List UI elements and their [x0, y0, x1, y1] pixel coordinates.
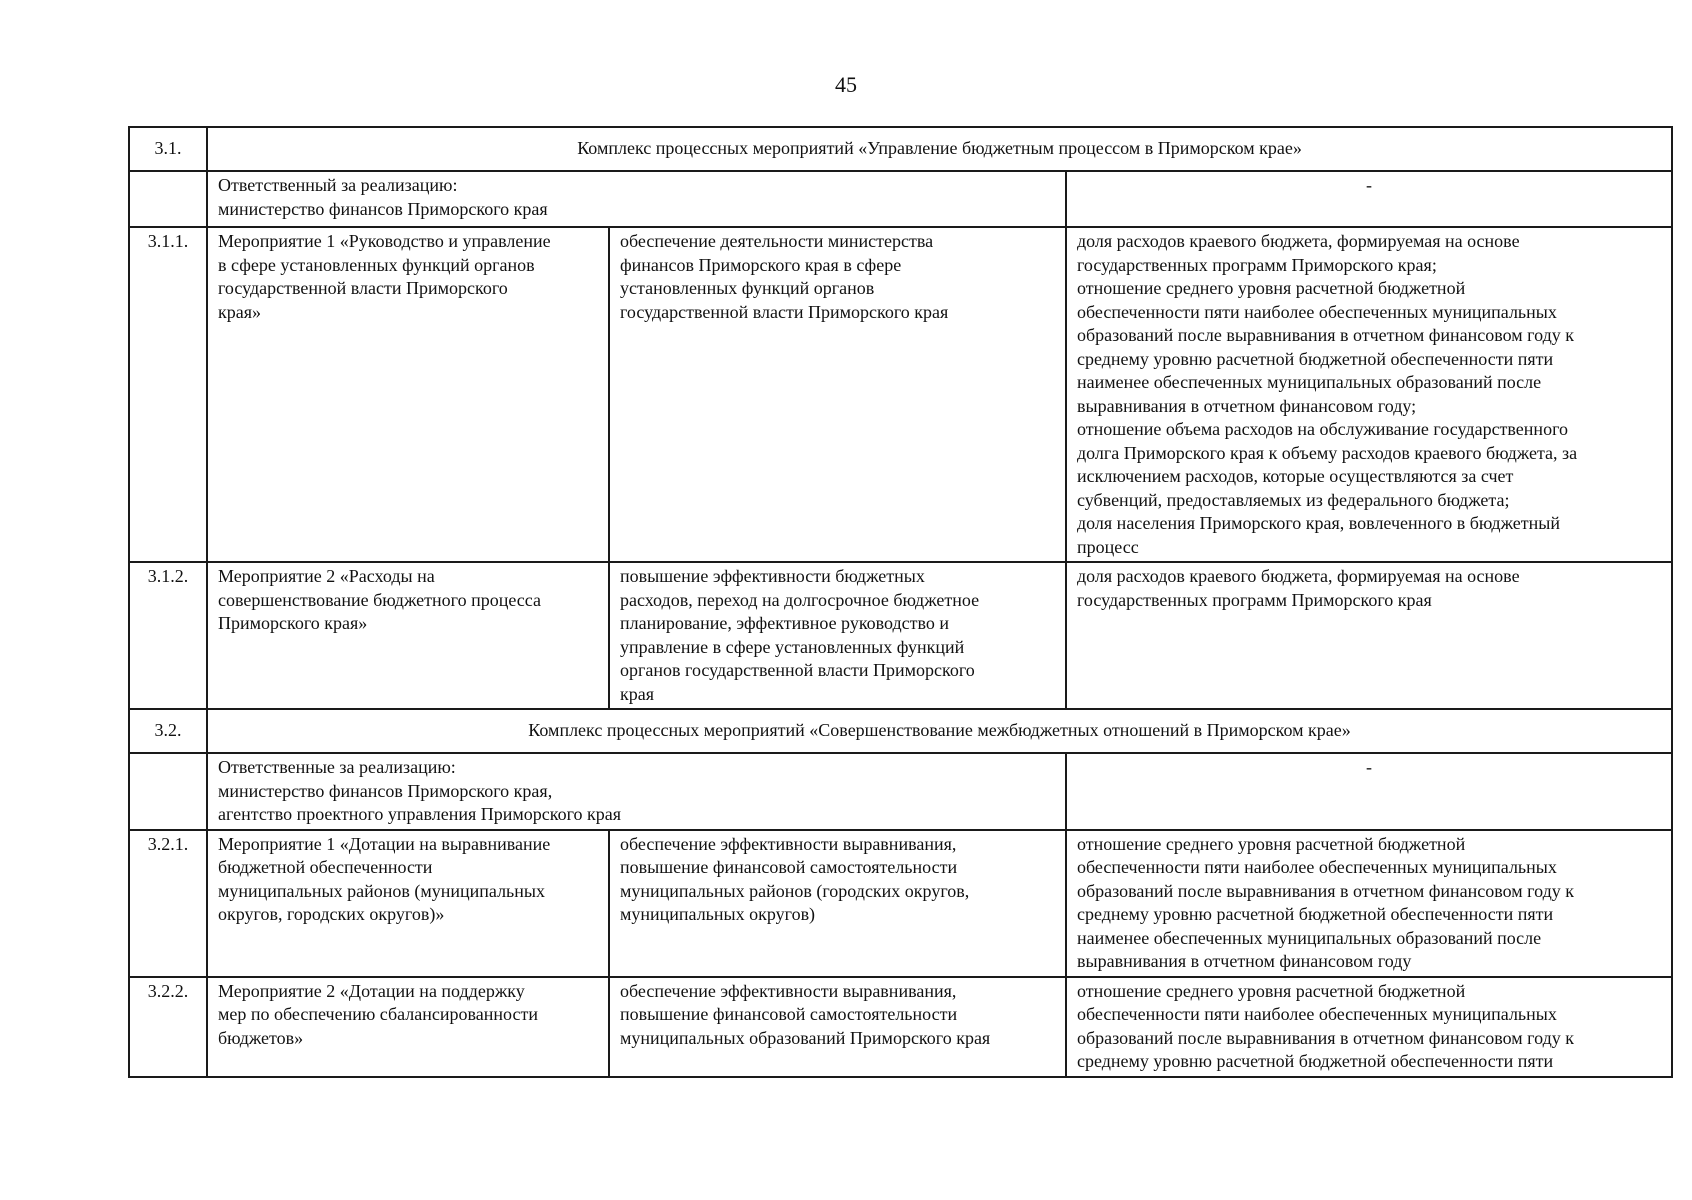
event-indicator-line: обеспеченности пяти наиболее обеспеченных муниципальных: [1077, 301, 1557, 322]
event-name-line: бюджетной обеспеченности: [218, 857, 433, 877]
event-indicator-line: образований после выравнивания в отчетном финансовом году к: [1077, 1027, 1574, 1048]
event-indicator-line: отношение объема расходов на обслуживание государственного: [1077, 419, 1569, 439]
event-task-line: муниципальных образований Приморского края: [620, 1027, 991, 1048]
responsible-row: [129, 753, 1672, 830]
event-name-line: бюджетов»: [218, 1027, 304, 1048]
event-indicator-line: образований после выравнивания в отчетном финансовом году к: [1077, 325, 1574, 345]
event-name-line: округов, городских округов)»: [218, 904, 445, 924]
event-indicator-line: отношение среднего уровня расчетной бюджетной: [1077, 980, 1466, 1001]
event-name-line: Приморского края»: [218, 613, 368, 633]
event-indicator-line: процесс: [1077, 536, 1139, 557]
event-task-line: обеспечение эффективности выравнивания,: [620, 980, 957, 1001]
event-indicator-line: государственных программ Приморского края;: [1077, 254, 1437, 275]
event-number: 3.1.2.: [129, 562, 207, 709]
event-task-cell: [609, 562, 1066, 709]
empty-number-cell: [129, 171, 207, 227]
event-task-text: [620, 230, 1055, 324]
section-header-row: [129, 127, 1672, 171]
event-task-line: муниципальных округов): [620, 904, 816, 924]
event-row: [129, 977, 1672, 1077]
event-indicator-text: [1077, 833, 1661, 974]
event-indicator-line: исключением расходов, которые осуществляются за счет: [1077, 466, 1514, 486]
event-task-text: [620, 833, 1055, 927]
section-title: Комплекс процессных мероприятий «Совершенствование межбюджетных отношений в Приморском крае»: [207, 709, 1672, 753]
event-indicator-line: наименее обеспеченных муниципальных образований после: [1077, 372, 1542, 392]
section-title: Комплекс процессных мероприятий «Управление бюджетным процессом в Приморском крае»: [207, 127, 1672, 171]
event-indicator-line: обеспеченности пяти наиболее обеспеченных муниципальных: [1077, 857, 1557, 877]
event-task-line: обеспечение эффективности выравнивания,: [620, 833, 957, 854]
event-task-line: расходов, переход на долгосрочное бюджетное: [620, 589, 980, 610]
responsible-cell: [207, 753, 1066, 830]
event-task-cell: [609, 830, 1066, 977]
responsible-row: [129, 171, 1672, 227]
event-name-cell: [207, 977, 609, 1077]
responsible-text: [218, 174, 1055, 221]
event-row: [129, 227, 1672, 562]
event-indicator-line: доля расходов краевого бюджета, формируемая на основе: [1077, 231, 1520, 251]
event-indicator-text: [1077, 565, 1661, 612]
section-number: 3.2.: [129, 709, 207, 753]
event-indicator-line: субвенций, предоставляемых из федерального бюджета;: [1077, 489, 1510, 510]
event-name-line: Мероприятие 2 «Дотации на поддержку: [218, 980, 525, 1001]
event-indicator-line: среднему уровню расчетной бюджетной обеспеченности пяти: [1077, 348, 1554, 369]
responsible-cell: [207, 171, 1066, 227]
responsible-line: министерство финансов Приморского края,: [218, 780, 553, 801]
event-task-line: края: [620, 683, 655, 704]
event-indicator-line: доля расходов краевого бюджета, формируемая на основе: [1077, 566, 1520, 586]
event-name-line: совершенствование бюджетного процесса: [218, 589, 541, 610]
event-indicator-line: среднему уровню расчетной бюджетной обеспеченности пяти: [1077, 904, 1554, 924]
event-task-line: финансов Приморского края в сфере: [620, 254, 902, 275]
event-name-line: Мероприятие 1 «Дотации на выравнивание: [218, 833, 551, 854]
event-indicator-text: [1077, 230, 1661, 559]
event-task-line: установленных функций органов: [620, 278, 875, 298]
event-indicator-line: долга Приморского края к объему расходов краевого бюджета, за: [1077, 442, 1578, 463]
event-name-text: [218, 980, 598, 1051]
responsible-line: Ответственные за реализацию:: [218, 757, 456, 777]
event-name-text: [218, 565, 598, 636]
event-name-text: [218, 833, 598, 927]
event-indicator-cell: [1066, 562, 1672, 709]
event-indicator-cell: [1066, 977, 1672, 1077]
event-task-text: [620, 565, 1055, 706]
event-number: 3.1.1.: [129, 227, 207, 562]
empty-number-cell: [129, 753, 207, 830]
event-indicator-line: образований после выравнивания в отчетном финансовом году к: [1077, 880, 1574, 901]
event-task-line: повышение эффективности бюджетных: [620, 566, 925, 586]
event-task-line: муниципальных районов (городских округов,: [620, 880, 970, 901]
section-number: 3.1.: [129, 127, 207, 171]
event-task-line: повышение финансовой самостоятельности: [620, 857, 958, 877]
event-task-line: управление в сфере установленных функций: [620, 636, 965, 657]
responsible-line: министерство финансов Приморского края: [218, 198, 548, 219]
event-name-line: края»: [218, 301, 262, 322]
event-indicator-cell: [1066, 227, 1672, 562]
table-body: [129, 127, 1672, 1077]
event-name-line: в сфере установленных функций органов: [218, 254, 535, 275]
event-indicator-cell: [1066, 830, 1672, 977]
event-indicator-line: отношение среднего уровня расчетной бюджетной: [1077, 833, 1466, 854]
event-indicator-line: среднему уровню расчетной бюджетной обеспеченности пяти: [1077, 1051, 1554, 1071]
event-name-line: муниципальных районов (муниципальных: [218, 880, 545, 901]
event-name-line: государственной власти Приморского: [218, 278, 508, 298]
event-indicator-text: [1077, 980, 1661, 1074]
event-task-text: [620, 980, 1055, 1051]
responsible-indicator-cell: -: [1066, 171, 1672, 227]
responsible-indicator-cell: -: [1066, 753, 1672, 830]
event-name-cell: [207, 227, 609, 562]
responsible-line: агентство проектного управления Приморского края: [218, 804, 622, 824]
event-indicator-line: наименее обеспеченных муниципальных образований после: [1077, 927, 1542, 948]
responsible-line: Ответственный за реализацию:: [218, 175, 458, 195]
event-name-cell: [207, 562, 609, 709]
event-indicator-line: доля населения Приморского края, вовлеченного в бюджетный: [1077, 513, 1560, 533]
event-name-line: Мероприятие 1 «Руководство и управление: [218, 231, 551, 251]
event-indicator-line: обеспеченности пяти наиболее обеспеченных муниципальных: [1077, 1004, 1557, 1024]
event-name-line: мер по обеспечению сбалансированности: [218, 1004, 538, 1024]
event-number: 3.2.2.: [129, 977, 207, 1077]
event-task-cell: [609, 227, 1066, 562]
page-number: 45: [835, 72, 857, 97]
event-indicator-line: государственных программ Приморского края: [1077, 589, 1432, 610]
section-header-row: [129, 709, 1672, 753]
responsible-text: [218, 756, 1055, 827]
event-indicator-line: выравнивания в отчетном финансовом году;: [1077, 395, 1417, 416]
event-row: [129, 830, 1672, 977]
event-indicator-line: выравнивания в отчетном финансовом году: [1077, 951, 1412, 971]
event-task-line: повышение финансовой самостоятельности: [620, 1004, 958, 1024]
events-table: [128, 126, 1673, 1078]
event-indicator-line: отношение среднего уровня расчетной бюджетной: [1077, 278, 1466, 298]
event-task-line: государственной власти Приморского края: [620, 301, 949, 322]
event-name-line: Мероприятие 2 «Расходы на: [218, 566, 435, 586]
event-number: 3.2.1.: [129, 830, 207, 977]
event-task-line: обеспечение деятельности министерства: [620, 231, 934, 251]
event-name-text: [218, 230, 598, 324]
event-row: [129, 562, 1672, 709]
event-name-cell: [207, 830, 609, 977]
event-task-line: органов государственной власти Приморского: [620, 660, 975, 680]
event-task-line: планирование, эффективное руководство и: [620, 613, 950, 633]
event-task-cell: [609, 977, 1066, 1077]
